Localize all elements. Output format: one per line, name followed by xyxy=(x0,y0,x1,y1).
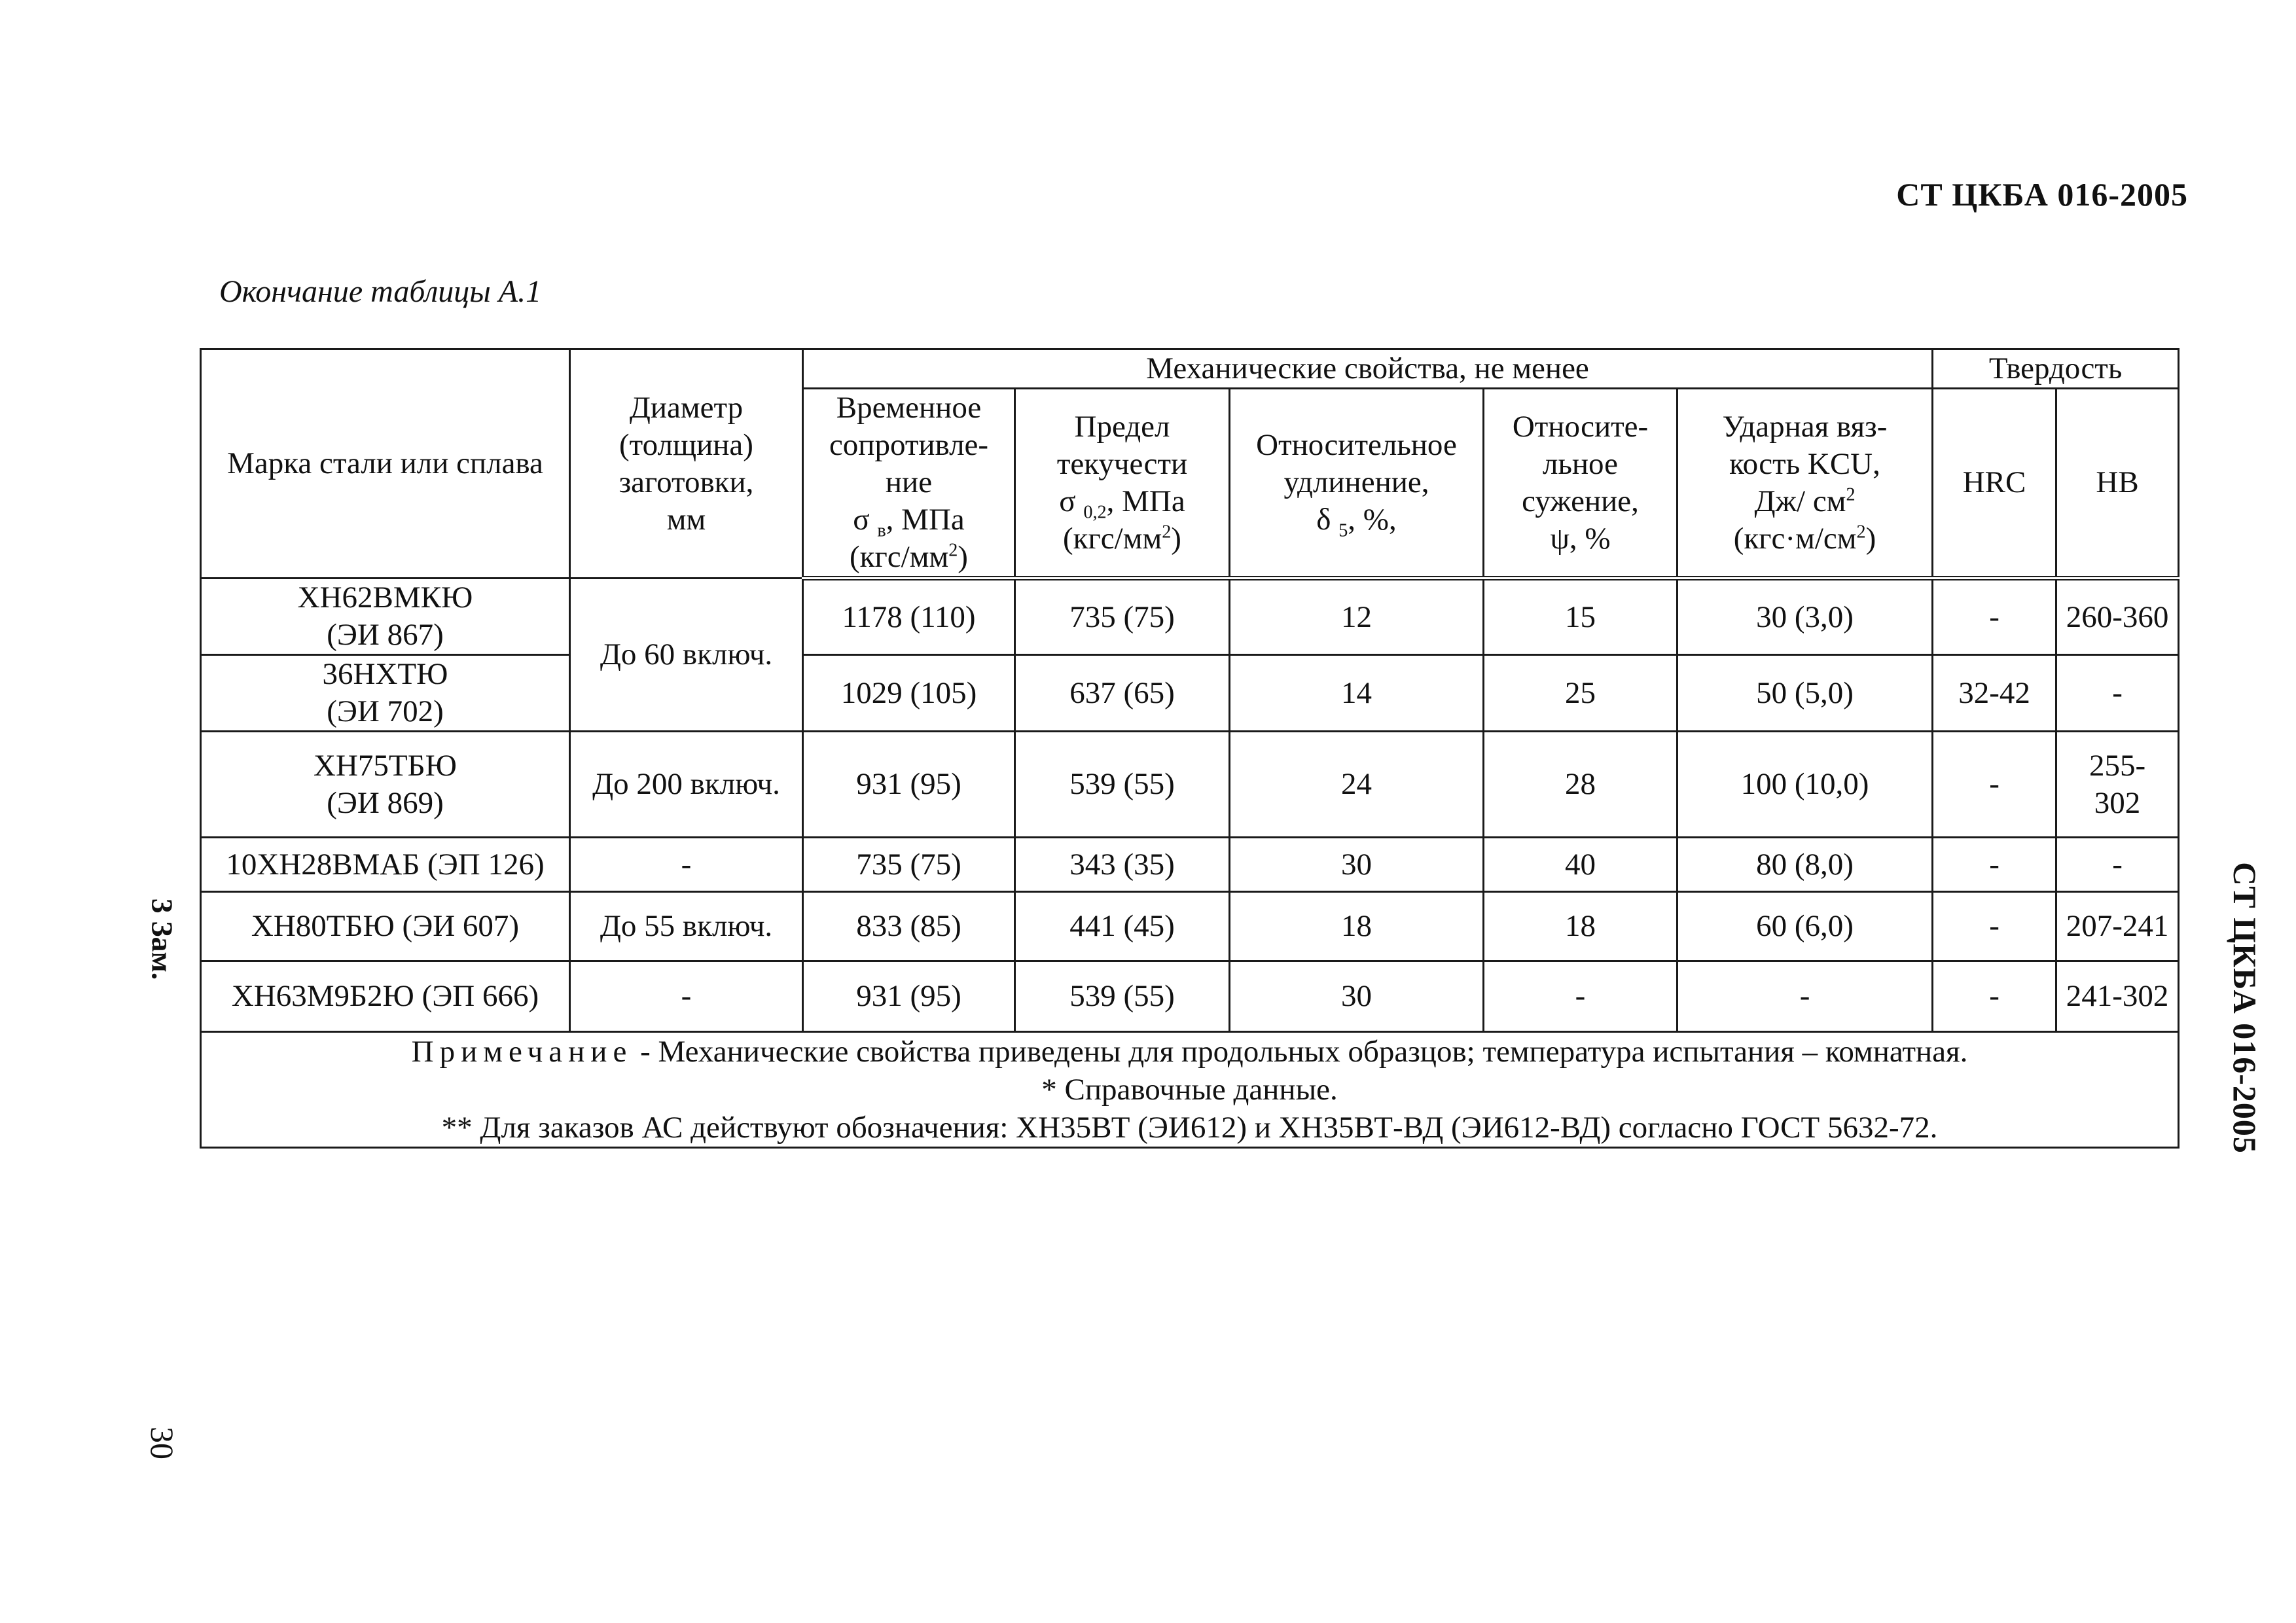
yield-cell: 539 (55) xyxy=(1015,732,1230,838)
tensile-cell: 931 (95) xyxy=(803,961,1015,1032)
tensile-cell: 1178 (110) xyxy=(803,579,1015,655)
hrc-cell: - xyxy=(1933,732,2056,838)
elongation-cell: 24 xyxy=(1230,732,1484,838)
table-row xyxy=(201,732,2179,838)
header-tensile-strength: Временное сопротивле- ние σ $_в$, МПа $(кгс/мм^2)$ xyxy=(803,389,1015,579)
header-mechanical-properties: Механические свойства, не менее xyxy=(803,349,1933,389)
header-yield-strength: Предел текучести σ $_{0,2}$, МПа $(кгс/мм^2)$ xyxy=(1015,389,1230,579)
diameter-cell: До 200 включ. xyxy=(570,732,803,838)
yield-cell: 637 (65) xyxy=(1015,655,1230,732)
yield-cell: 441 (45) xyxy=(1015,892,1230,961)
impact-cell: - xyxy=(1677,961,1933,1032)
tensile-cell: 735 (75) xyxy=(803,838,1015,892)
impact-cell: 50 (5,0) xyxy=(1677,655,1933,732)
yield-cell: 735 (75) xyxy=(1015,579,1230,655)
notes-row xyxy=(201,1032,2179,1148)
note-ac-designations: ** Для заказов АС действуют обозначения: ХН35ВТ (ЭИ612) и ХН35ВТ-ВД (ЭИ612-ВД) согласно ГОСТ 5632-72. xyxy=(441,1111,1938,1145)
document-code: СТ ЦКБА 016-2005 xyxy=(1896,176,2188,213)
mechanical-properties-table xyxy=(200,348,2179,1149)
table-row xyxy=(201,655,2179,732)
reduction-cell: 28 xyxy=(1484,732,1677,838)
table-row xyxy=(201,961,2179,1032)
grade-cell: 10ХН28ВМАБ (ЭП 126) xyxy=(201,838,570,892)
header-impact-strength: Ударная вяз- кость KCU, Дж/ $см^2$ $(кгс\cdot м/см^2)$ xyxy=(1677,389,1933,579)
impact-cell: 100 (10,0) xyxy=(1677,732,1933,838)
side-document-code: СТ ЦКБА 016-2005 xyxy=(2227,862,2263,1154)
tensile-cell: 1029 (105) xyxy=(803,655,1015,732)
impact-cell: 60 (6,0) xyxy=(1677,892,1933,961)
impact-cell: 80 (8,0) xyxy=(1677,838,1933,892)
grade-cell: ХН75ТБЮ (ЭИ 869) xyxy=(201,732,570,838)
hb-cell: - xyxy=(2056,655,2179,732)
note-reference: * Справочные данные. xyxy=(1041,1073,1338,1107)
diameter-cell: - xyxy=(570,838,803,892)
reduction-cell: 15 xyxy=(1484,579,1677,655)
impact-cell: 30 (3,0) xyxy=(1677,579,1933,655)
header-hrc: HRC xyxy=(1933,389,2056,579)
reduction-cell: 25 xyxy=(1484,655,1677,732)
grade-cell: 36НХТЮ (ЭИ 702) xyxy=(201,655,570,732)
table-caption: Окончание таблицы А.1 xyxy=(219,274,542,309)
reduction-cell: 18 xyxy=(1484,892,1677,961)
revision-mark: 3 Зам. xyxy=(145,898,179,980)
hrc-cell: - xyxy=(1933,838,2056,892)
tensile-cell: 931 (95) xyxy=(803,732,1015,838)
hrc-cell: - xyxy=(1933,579,2056,655)
tensile-cell: 833 (85) xyxy=(803,892,1015,961)
hrc-cell: - xyxy=(1933,961,2056,1032)
grade-cell: ХН80ТБЮ (ЭИ 607) xyxy=(201,892,570,961)
yield-cell: 343 (35) xyxy=(1015,838,1230,892)
table-row xyxy=(201,579,2179,655)
elongation-cell: 12 xyxy=(1230,579,1484,655)
hb-cell: 241-302 xyxy=(2056,961,2179,1032)
elongation-cell: 18 xyxy=(1230,892,1484,961)
header-diameter: Диаметр (толщина) заготовки, мм xyxy=(570,349,803,579)
table-notes xyxy=(201,1032,2179,1148)
note-label: Примечание xyxy=(411,1035,633,1069)
elongation-cell: 30 xyxy=(1230,961,1484,1032)
yield-cell: 539 (55) xyxy=(1015,961,1230,1032)
header-grade: Марка стали или сплава xyxy=(201,349,570,579)
hb-cell: 260-360 xyxy=(2056,579,2179,655)
header-hb: НВ xyxy=(2056,389,2179,579)
grade-cell: ХН63М9Б2Ю (ЭП 666) xyxy=(201,961,570,1032)
header-hardness: Твердость xyxy=(1933,349,2179,389)
hrc-cell: - xyxy=(1933,892,2056,961)
diameter-cell: До 60 включ. xyxy=(570,579,803,732)
table-row xyxy=(201,892,2179,961)
header-elongation: Относительное удлинение, δ $_5$, %, xyxy=(1230,389,1484,579)
elongation-cell: 30 xyxy=(1230,838,1484,892)
hb-cell: 207-241 xyxy=(2056,892,2179,961)
page-number: 30 xyxy=(144,1427,181,1459)
diameter-cell: До 55 включ. xyxy=(570,892,803,961)
grade-cell: ХН62ВМКЮ (ЭИ 867) xyxy=(201,579,570,655)
hb-cell: 255- 302 xyxy=(2056,732,2179,838)
elongation-cell: 14 xyxy=(1230,655,1484,732)
table-row xyxy=(201,838,2179,892)
header-reduction: Относите- льное сужение, ψ, % xyxy=(1484,389,1677,579)
diameter-cell: - xyxy=(570,961,803,1032)
hrc-cell: 32-42 xyxy=(1933,655,2056,732)
reduction-cell: - xyxy=(1484,961,1677,1032)
note-general: Примечание - Механические свойства приведены для продольных образцов; температура испытания – комнатная. xyxy=(411,1035,1968,1069)
hb-cell: - xyxy=(2056,838,2179,892)
reduction-cell: 40 xyxy=(1484,838,1677,892)
